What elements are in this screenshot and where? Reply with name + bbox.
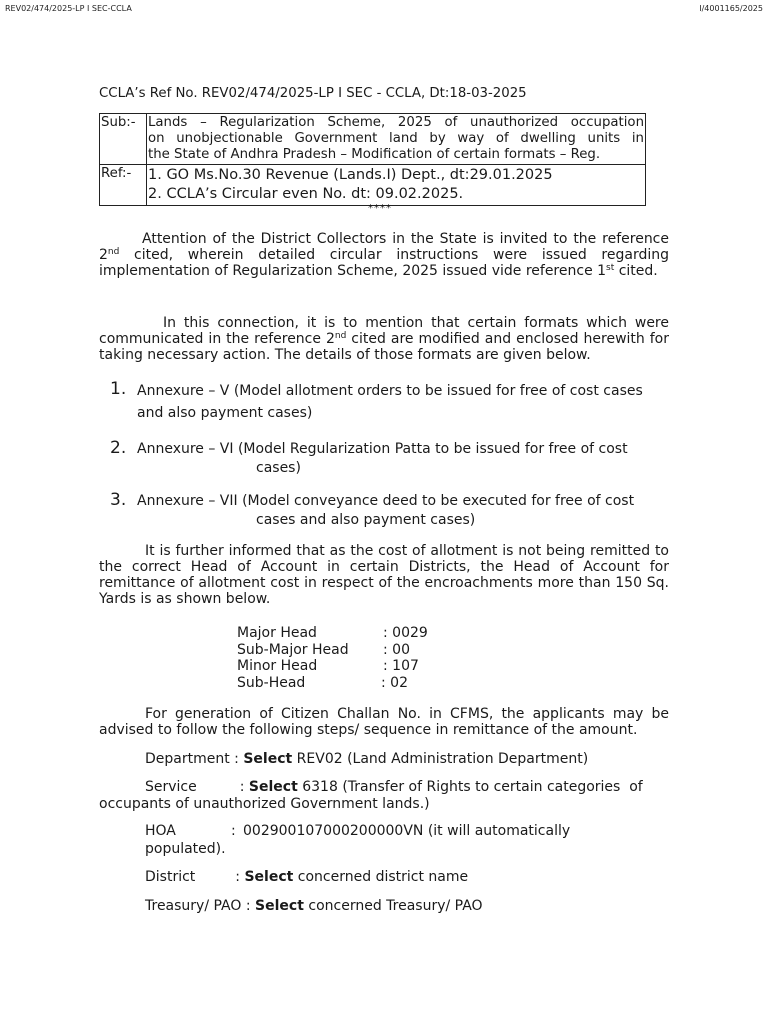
subject-line: on unobjectionable Government land by way of dwelling units in (148, 131, 644, 146)
step-treasury: Treasury/ PAO : Select concerned Treasury/ PAO (145, 898, 483, 914)
separator-stars: **** (368, 203, 392, 214)
step-hoa-label: HOA (145, 823, 176, 839)
paragraph-attention: Attention of the District Collectors in the State is invited to the reference 2nd cited, wherein detailed circular instructions were issued regarding implementation of Regularization Scheme, 2025 issued vide reference 1st cited. (99, 231, 669, 279)
head-value: : 02 (381, 675, 408, 691)
annexure-number: 2. (110, 438, 127, 458)
step-district: District : Select concerned district name (145, 869, 469, 885)
head-label: Major Head (237, 625, 317, 641)
header-doc-ref: REV02/474/2025-LP I SEC-CCLA (5, 4, 132, 13)
annexure-item: Annexure – VI (Model Regularization Patta to be issued for free of cost (137, 441, 628, 457)
head-label: Sub-Head (237, 675, 306, 691)
step-hoa-value: 002900107000200000VN (it will automatically (243, 823, 571, 839)
annexure-item: Annexure – V (Model allotment orders to be issued for free of cost cases and also payment cases) (137, 383, 643, 421)
paragraph-head-of-account: It is further informed that as the cost of allotment is not being remitted to the correct Head of Account in certain Districts, the Head of Account for remittance of allotment cost in respect of the encroachments more than 150 Sq. Yards is as shown below. (99, 543, 669, 607)
step-service-continuation: occupants of unauthorized Government lands.) (99, 796, 430, 812)
subject-text (147, 114, 646, 165)
reference-item: 2. CCLA’s Circular even No. dt: 09.02.2025. (148, 186, 464, 202)
reference-line: CCLA’s Ref No. REV02/474/2025-LP I SEC - CCLA, Dt:18-03-2025 (99, 86, 527, 101)
step-hoa-continuation: populated). (145, 841, 226, 857)
head-value: : 107 (383, 658, 419, 674)
head-label: Sub-Major Head (237, 642, 349, 658)
head-label: Minor Head (237, 658, 318, 674)
subject-line: Lands – Regularization Scheme, 2025 of unauthorized occupation (148, 115, 644, 130)
subject-line: the State of Andhra Pradesh – Modification of certain formats – Reg. (148, 147, 601, 162)
head-value: : 00 (383, 642, 410, 658)
annexure-item-continuation: cases) (256, 460, 301, 476)
paragraph-connection: In this connection, it is to mention that certain formats which were communicated in the reference 2nd cited are modified and enclosed herewith for taking necessary action. The details of those formats are given below. (99, 315, 670, 363)
reference-item: 1. GO Ms.No.30 Revenue (Lands.I) Dept., dt:29.01.2025 (148, 167, 553, 183)
reference-list (147, 165, 646, 206)
paragraph-challan: For generation of Citizen Challan No. in CFMS, the applicants may be advised to follow the following steps/ sequence in remittance of the amount. (99, 706, 669, 738)
annexure-item-continuation: cases and also payment cases) (256, 512, 476, 528)
step-department: Department : Select REV02 (Land Administration Department) (145, 751, 589, 767)
subject-reference-table (99, 113, 646, 206)
reference-label: Ref:- (100, 165, 147, 206)
subject-label: Sub:- (100, 114, 147, 165)
annexure-number: 1. (110, 379, 127, 399)
header-file-number: I/4001165/2025 (699, 4, 763, 13)
annexure-item: Annexure – VII (Model conveyance deed to be executed for free of cost (137, 493, 635, 509)
head-value: : 0029 (383, 625, 428, 641)
annexure-number: 3. (110, 490, 127, 510)
step-hoa-colon: : (231, 823, 236, 839)
step-service: Service : Select 6318 (Transfer of Rights to certain categories of (145, 779, 643, 795)
